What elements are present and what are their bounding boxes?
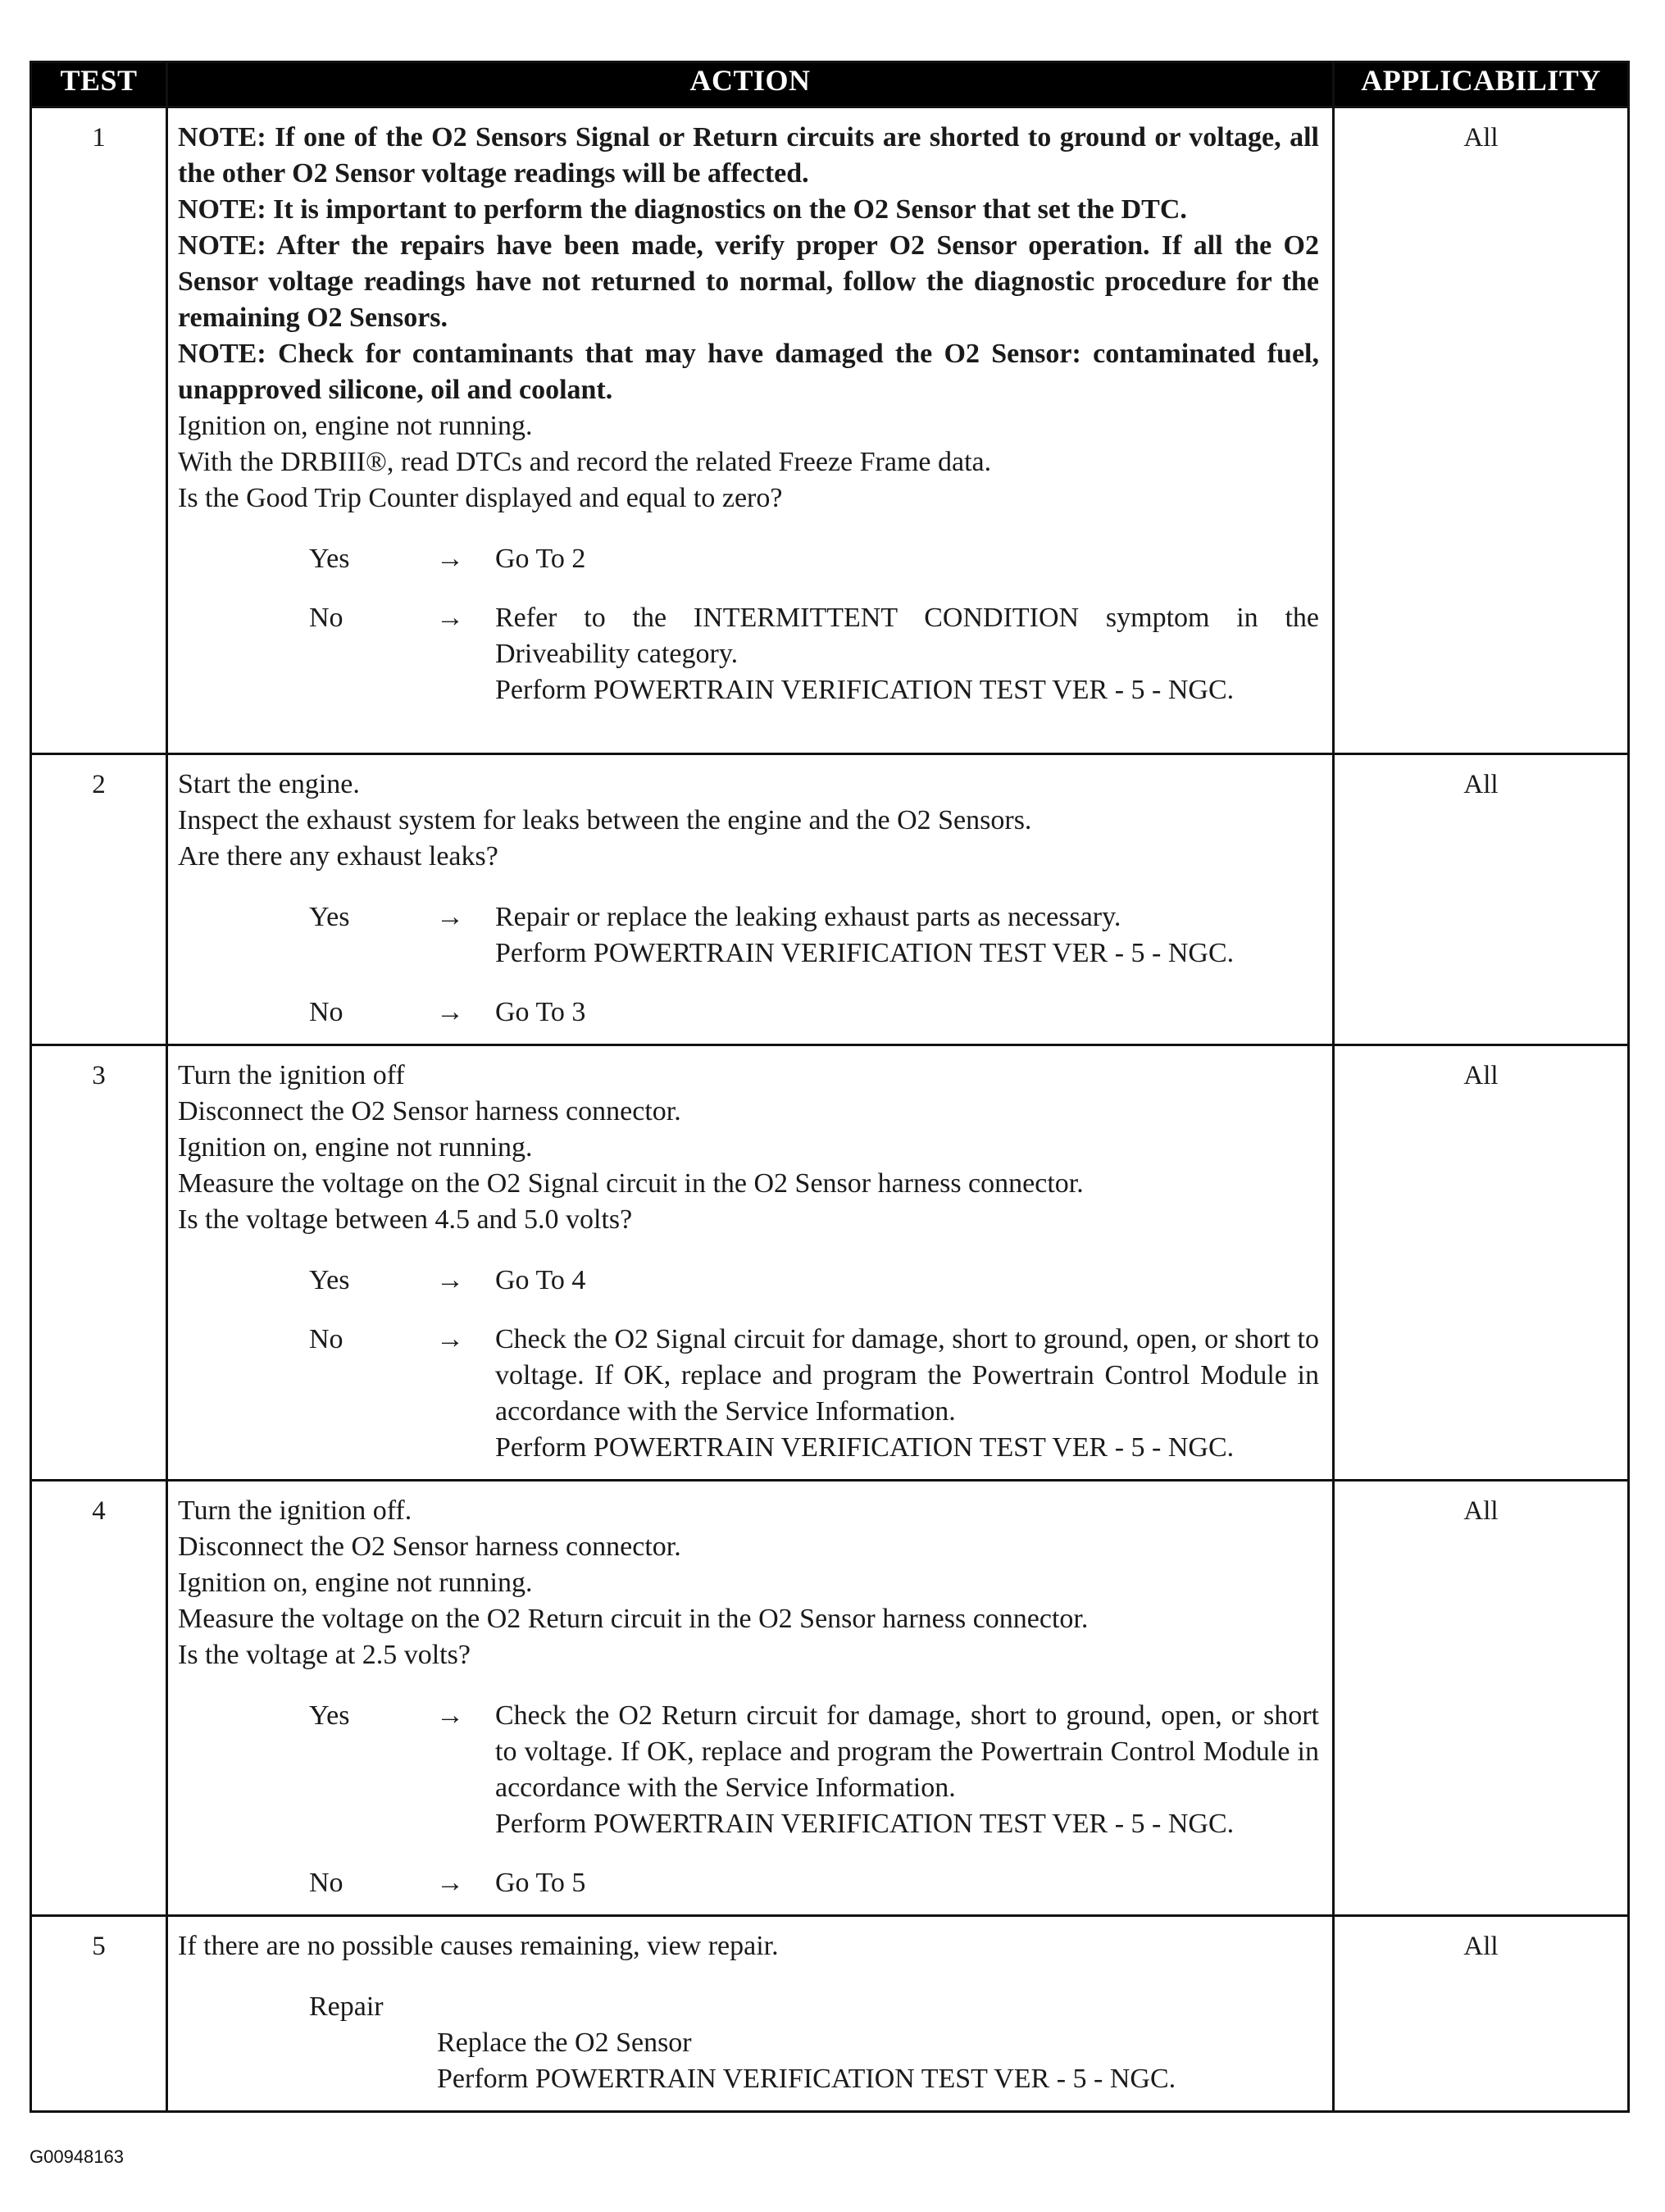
- action-line: Measure the voltage on the O2 Return circuit in the O2 Sensor harness connector.: [178, 1604, 1089, 1634]
- branch-text: Refer to the INTERMITTENT CONDITION symptom in the Driveability category.: [495, 603, 1319, 669]
- branch-text: Go To 2: [495, 544, 586, 574]
- action-cell: [167, 1916, 1334, 2112]
- yes-branch: [178, 1263, 1319, 1299]
- note-text: NOTE: If one of the O2 Sensors Signal or Return circuits are shorted to ground or voltage, all the other O2 Sensor voltage readings will be affected.: [178, 122, 1319, 189]
- no-branch: [178, 1322, 1319, 1466]
- test-row-4: [31, 1481, 1629, 1916]
- arrow-right-icon: →: [436, 1700, 464, 1731]
- applicability-value: All: [1334, 1045, 1629, 1481]
- repair-body: [178, 2025, 1319, 2097]
- no-branch: [178, 994, 1319, 1031]
- arrow-right-icon: →: [436, 1265, 464, 1295]
- test-number: 3: [31, 1045, 167, 1481]
- action-line: With the DRBIII®, read DTCs and record the related Freeze Frame data.: [178, 447, 992, 477]
- branch-text: Go To 4: [495, 1265, 586, 1295]
- yes-label: Yes: [309, 1265, 350, 1295]
- branch-text: Perform POWERTRAIN VERIFICATION TEST VER - 5 - NGC.: [495, 938, 1235, 968]
- branch-text: Perform POWERTRAIN VERIFICATION TEST VER - 5 - NGC.: [495, 675, 1235, 705]
- arrow-right-icon: →: [436, 603, 464, 633]
- action-line: Is the Good Trip Counter displayed and equal to zero?: [178, 483, 783, 513]
- yes-branch: [178, 1698, 1319, 1842]
- yes-branch: [178, 899, 1319, 972]
- action-line: Disconnect the O2 Sensor harness connector.: [178, 1532, 681, 1562]
- test-row-1: [31, 107, 1629, 754]
- header-test: TEST: [31, 62, 167, 107]
- arrow-right-icon: →: [436, 1868, 464, 1898]
- test-row-2: [31, 754, 1629, 1045]
- action-cell: [167, 754, 1334, 1045]
- no-branch: [178, 1865, 1319, 1901]
- arrow-right-icon: →: [436, 997, 464, 1027]
- arrow-right-icon: →: [436, 544, 464, 574]
- action-line: Disconnect the O2 Sensor harness connector.: [178, 1096, 681, 1126]
- no-label: No: [309, 1324, 343, 1354]
- branch-text: Repair or replace the leaking exhaust parts as necessary.: [495, 902, 1121, 932]
- action-line: If there are no possible causes remaining, view repair.: [178, 1931, 779, 1961]
- test-number: 2: [31, 754, 167, 1045]
- action-line: Measure the voltage on the O2 Signal circuit in the O2 Sensor harness connector.: [178, 1168, 1084, 1199]
- no-label: No: [309, 997, 343, 1027]
- note-text: NOTE: Check for contaminants that may have damaged the O2 Sensor: contaminated fuel, unapproved silicone, oil and coolant.: [178, 339, 1319, 405]
- applicability-value: All: [1334, 1481, 1629, 1916]
- action-cell: [167, 1481, 1334, 1916]
- note-text: NOTE: After the repairs have been made, verify proper O2 Sensor operation. If all the O2 Sensor voltage readings have not returned to normal, follow the diagnostic procedure for the remaining O2 Sensors.: [178, 230, 1319, 333]
- table-header-row: [31, 62, 1629, 107]
- repair-label: Repair: [309, 1991, 384, 2022]
- test-row-3: [31, 1045, 1629, 1481]
- action-line: Ignition on, engine not running.: [178, 1568, 533, 1598]
- repair-text: Perform POWERTRAIN VERIFICATION TEST VER - 5 - NGC.: [437, 2064, 1176, 2094]
- applicability-value: All: [1334, 107, 1629, 754]
- action-line: Ignition on, engine not running.: [178, 411, 533, 441]
- yes-label: Yes: [309, 1700, 350, 1731]
- action-cell: [167, 1045, 1334, 1481]
- header-action: ACTION: [167, 62, 1334, 107]
- branch-text: Go To 5: [495, 1868, 586, 1898]
- note-text: NOTE: It is important to perform the diagnostics on the O2 Sensor that set the DTC.: [178, 194, 1187, 225]
- arrow-right-icon: →: [436, 902, 464, 932]
- action-line: Are there any exhaust leaks?: [178, 841, 498, 872]
- action-line: Is the voltage at 2.5 volts?: [178, 1640, 471, 1670]
- applicability-value: All: [1334, 754, 1629, 1045]
- header-applicability: APPLICABILITY: [1334, 62, 1629, 107]
- action-line: Turn the ignition off.: [178, 1495, 412, 1526]
- action-line: Ignition on, engine not running.: [178, 1132, 533, 1163]
- branch-text: Check the O2 Return circuit for damage, short to ground, open, or short to voltage. If OK, replace and program the Powertrain Control Module in accordance with the Service Information.: [495, 1700, 1319, 1803]
- branch-text: Check the O2 Signal circuit for damage, short to ground, open, or short to voltage. If OK, replace and program the Powertrain Control Module in accordance with the Service Information.: [495, 1324, 1319, 1427]
- repair-text: Replace the O2 Sensor: [437, 2028, 692, 2058]
- no-branch: [178, 600, 1319, 708]
- no-label: No: [309, 603, 343, 633]
- applicability-value: All: [1334, 1916, 1629, 2112]
- action-line: Turn the ignition off: [178, 1060, 405, 1090]
- test-number: 5: [31, 1916, 167, 2112]
- action-line: Inspect the exhaust system for leaks between the engine and the O2 Sensors.: [178, 805, 1032, 835]
- action-cell: [167, 107, 1334, 754]
- yes-label: Yes: [309, 544, 350, 574]
- figure-code: G00948163: [30, 2146, 124, 2167]
- action-line: Start the engine.: [178, 769, 360, 799]
- branch-text: Go To 3: [495, 997, 586, 1027]
- diagnostic-table: [30, 61, 1630, 2113]
- test-number: 1: [31, 107, 167, 754]
- arrow-right-icon: →: [436, 1324, 464, 1354]
- action-line: Is the voltage between 4.5 and 5.0 volts?: [178, 1204, 633, 1235]
- no-label: No: [309, 1868, 343, 1898]
- test-number: 4: [31, 1481, 167, 1916]
- test-row-5: [31, 1916, 1629, 2112]
- yes-label: Yes: [309, 902, 350, 932]
- branch-text: Perform POWERTRAIN VERIFICATION TEST VER - 5 - NGC.: [495, 1432, 1235, 1463]
- yes-branch: [178, 541, 1319, 577]
- branch-text: Perform POWERTRAIN VERIFICATION TEST VER - 5 - NGC.: [495, 1809, 1235, 1839]
